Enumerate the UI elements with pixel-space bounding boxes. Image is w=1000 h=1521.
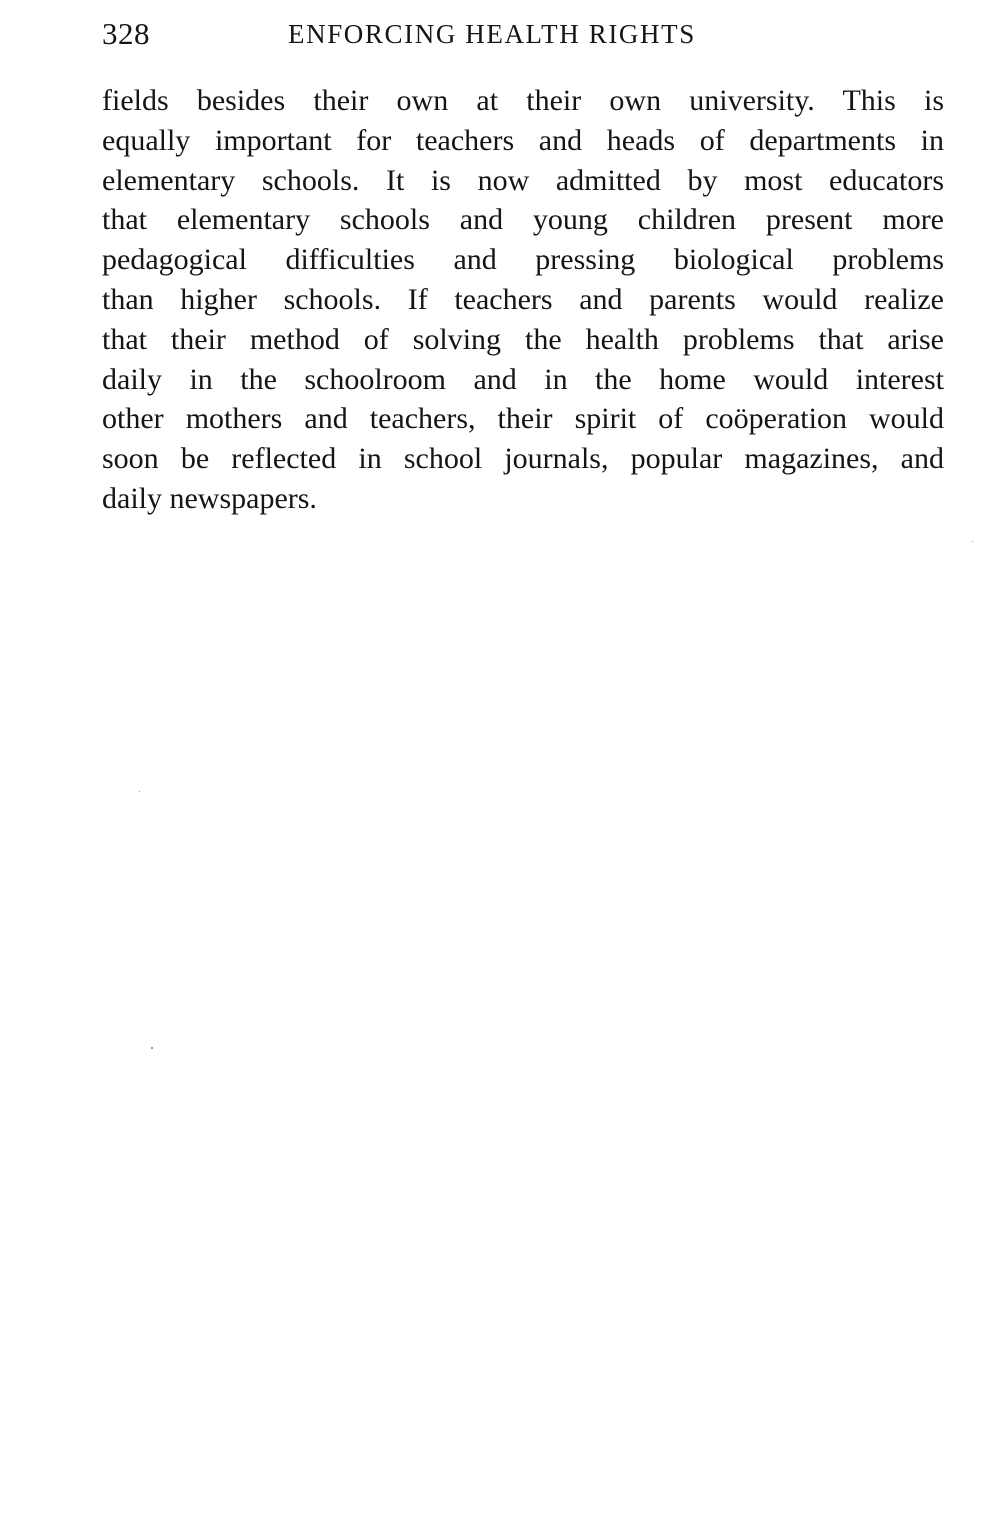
scan-speck — [139, 791, 140, 792]
text-line: pedagogical difficulties and pressing biological problems — [102, 243, 944, 277]
text-line: daily newspapers. — [102, 481, 317, 515]
text-line: soon be reflected in school journals, popular magazines, and — [102, 442, 944, 476]
text-line: daily in the schoolroom and in the home would interest — [102, 362, 944, 396]
page-number: 328 — [102, 16, 150, 51]
text-line: elementary schools. It is now admitted by most educators — [102, 163, 944, 197]
running-head — [102, 14, 944, 54]
text-line: other mothers and teachers, their spirit of coöperation would — [102, 402, 944, 436]
scan-speck — [972, 541, 973, 542]
running-title: ENFORCING HEALTH RIGHTS — [288, 19, 696, 49]
text-line: that elementary schools and young children present more — [102, 203, 944, 237]
text-line: than higher schools. If teachers and parents would realize — [102, 282, 944, 316]
text-line: that their method of solving the health problems that arise — [102, 322, 944, 356]
body-paragraph — [102, 81, 944, 519]
scan-speck — [151, 1047, 153, 1049]
text-line: equally important for teachers and heads of departments in — [102, 123, 944, 157]
text-line: fields besides their own at their own university. This is — [102, 84, 944, 117]
